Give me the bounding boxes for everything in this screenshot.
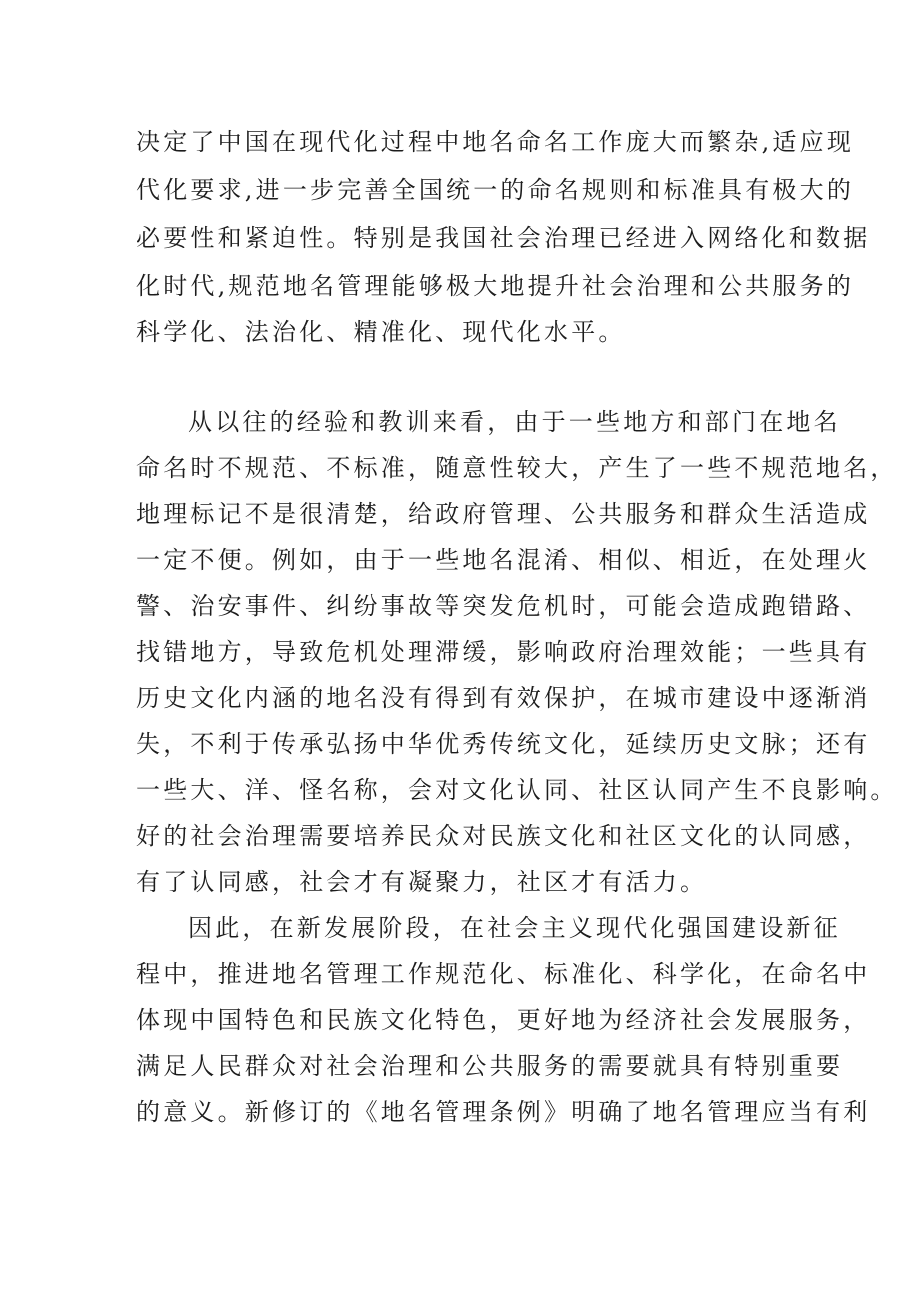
text-line: 因此，在新发展阶段，在社会主义现代化强国建设新征 xyxy=(188,914,841,942)
text-line: 有了认同感，社会才有凝聚力，社区才有活力。 xyxy=(136,868,708,896)
text-line: 代化要求,进一步完善全国统一的命名规则和标准具有极大的 xyxy=(136,176,855,204)
text-line: 历史文化内涵的地名没有得到有效保护，在城市建设中逐渐消 xyxy=(136,684,871,712)
text-line: 满足人民群众对社会治理和公共服务的需要就具有特别重要 xyxy=(136,1052,844,1080)
text-line: 决定了中国在现代化过程中地名命名工作庞大而繁杂,适应现 xyxy=(136,128,855,156)
text-line: 必要性和紧迫性。特别是我国社会治理已经进入网络化和数据 xyxy=(136,224,871,252)
text-line: 失，不利于传承弘扬中华优秀传统文化，延续历史文脉；还有 xyxy=(136,730,871,758)
text-line: 程中，推进地名管理工作规范化、标准化、科学化，在命名中 xyxy=(136,960,871,988)
text-line: 化时代,规范地名管理能够极大地提升社会治理和公共服务的 xyxy=(136,272,855,300)
text-line: 一些大、洋、怪名称，会对文化认同、社区认同产生不良影响。 xyxy=(136,776,898,804)
text-line: 好的社会治理需要培养民众对民族文化和社区文化的认同感， xyxy=(136,822,871,850)
text-line: 地理标记不是很清楚，给政府管理、公共服务和群众生活造成 xyxy=(136,500,871,528)
text-line: 一定不便。例如，由于一些地名混淆、相似、相近，在处理火 xyxy=(136,546,871,574)
text-line: 体现中国特色和民族文化特色，更好地为经济社会发展服务， xyxy=(136,1006,871,1034)
text-line: 警、治安事件、纠纷事故等突发危机时，可能会造成跑错路、 xyxy=(136,592,871,620)
text-line: 找错地方，导致危机处理滞缓，影响政府治理效能；一些具有 xyxy=(136,638,871,666)
text-line: 科学化、法治化、精准化、现代化水平。 xyxy=(136,318,626,346)
text-line: 从以往的经验和教训来看，由于一些地方和部门在地名 xyxy=(188,408,841,436)
text-line: 的意义。新修订的《地名管理条例》明确了地名管理应当有利 xyxy=(136,1098,871,1126)
text-line: 命名时不规范、不标准，随意性较大，产生了一些不规范地名， xyxy=(136,454,898,482)
